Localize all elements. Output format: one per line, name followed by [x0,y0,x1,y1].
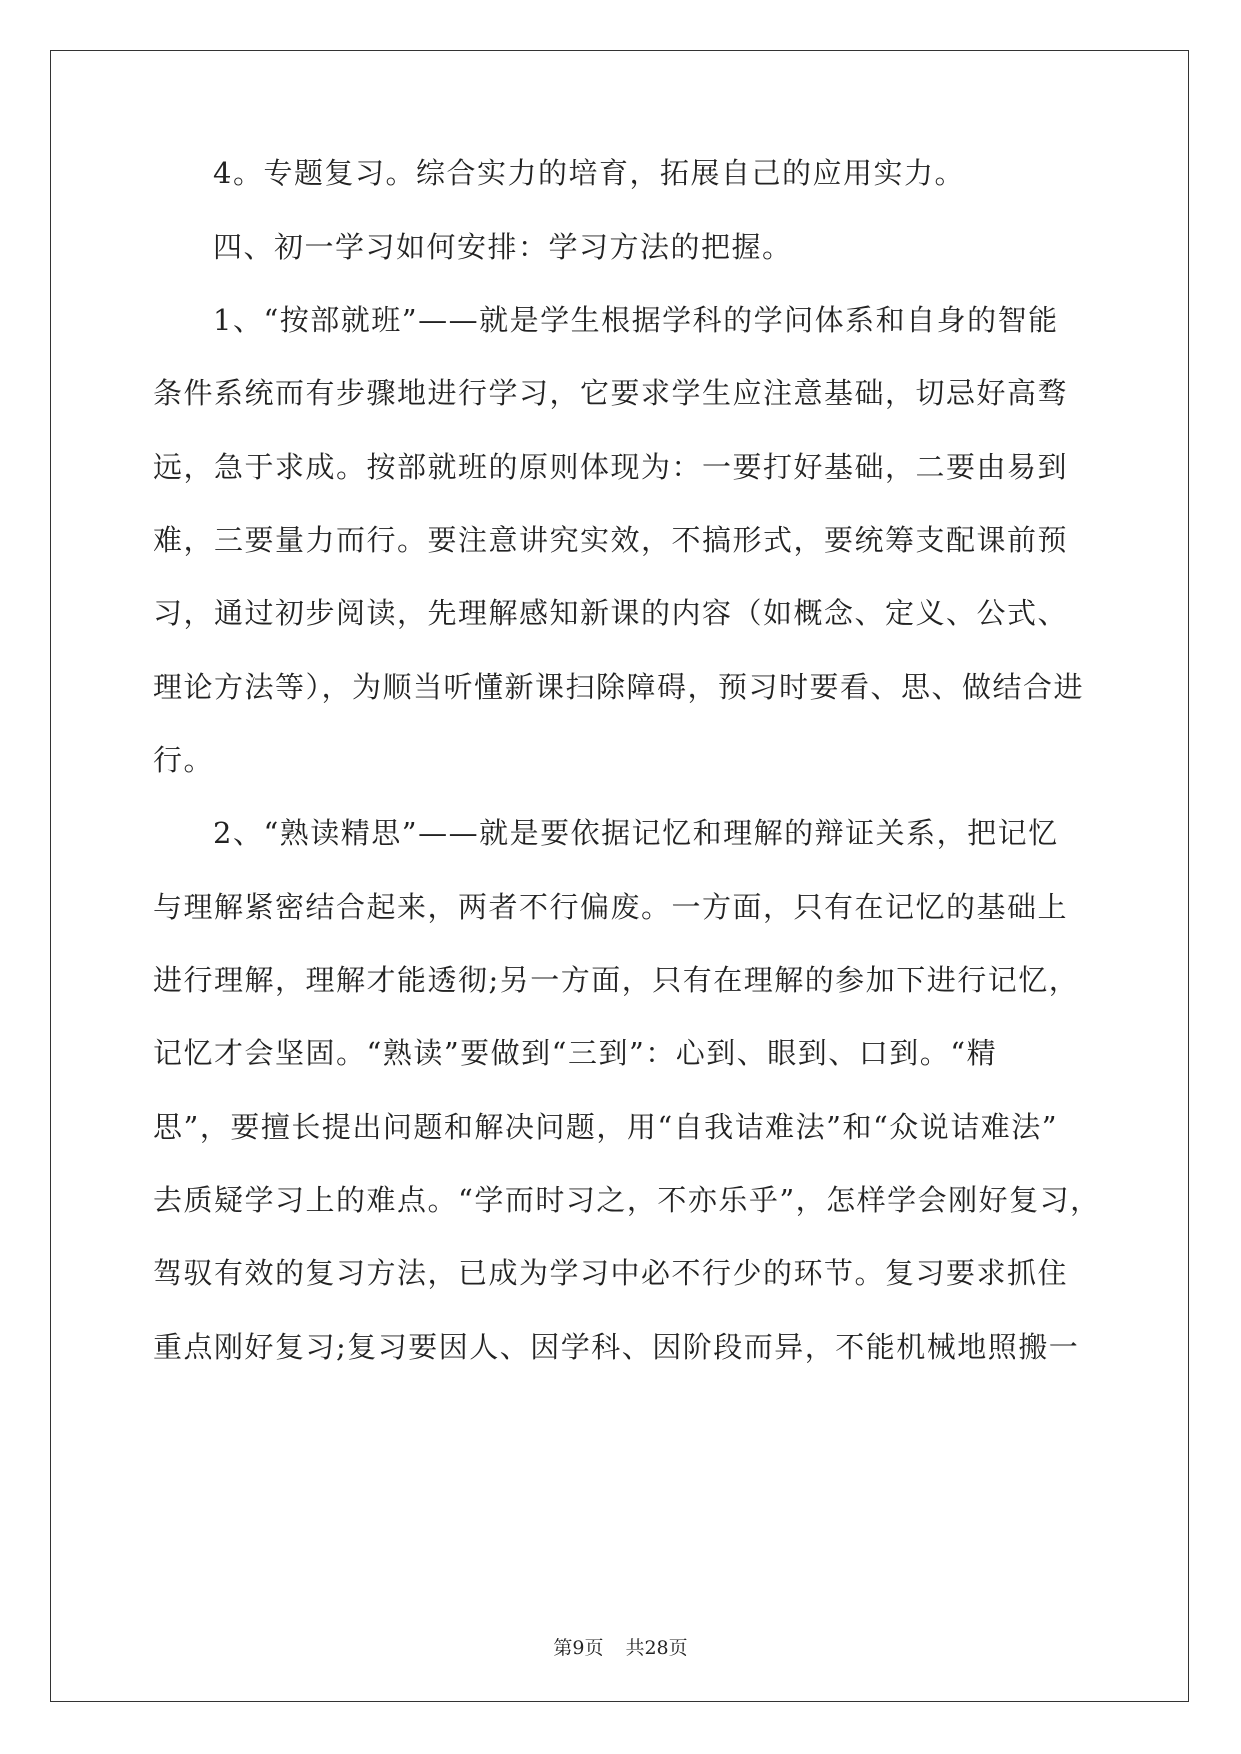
page-footer [0,1633,1241,1660]
paragraph-line: 记忆才会坚固。“熟读”要做到“三到”：心到、眼到、口到。“精 [153,1036,998,1070]
total-pages: 共28页 [625,1637,688,1659]
paragraph-line: 与理解紧密结合起来，两者不行偏废。一方面，只有在记忆的基础上 [153,890,1069,924]
paragraph-line: 1、“按部就班”——就是学生根据学科的学问体系和自身的智能 [213,303,1059,337]
paragraph-line: 重点刚好复习;复习要因人、因学科、因阶段而异，不能机械地照搬一 [153,1330,1080,1364]
paragraph-line: 习，通过初步阅读，先理解感知新课的内容（如概念、定义、公式、 [153,596,1069,630]
paragraph-line: 进行理解，理解才能透彻;另一方面，只有在理解的参加下进行记忆， [153,963,1080,997]
paragraph-line: 思”，要擅长提出问题和解决问题，用“自我诘难法”和“众说诘难法” [153,1110,1059,1144]
paragraph-line: 难，三要量力而行。要注意讲究实效，不搞形式，要统筹支配课前预 [153,523,1069,557]
paragraph-line: 条件系统而有步骤地进行学习，它要求学生应注意基础，切忌好高骛 [153,376,1069,410]
paragraph-line: 2、“熟读精思”——就是要依据记忆和理解的辩证关系，把记忆 [213,816,1059,850]
paragraph-line: 行。 [153,743,215,777]
paragraph-line: 4。专题复习。综合实力的培育，拓展自己的应用实力。 [213,156,965,190]
page-border [50,50,1189,1702]
paragraph-line: 驾驭有效的复习方法，已成为学习中必不行少的环节。复习要求抓住 [153,1256,1069,1290]
paragraph-line: 理论方法等），为顺当听懂新课扫除障碍，预习时要看、思、做结合进 [153,670,1085,704]
section-heading: 四、初一学习如何安排：学习方法的把握。 [213,230,793,264]
current-page-number: 第9页 [553,1637,604,1659]
paragraph-line: 去质疑学习上的难点。“学而时习之，不亦乐乎”，怎样学会刚好复习， [153,1183,1101,1217]
paragraph-line: 远，急于求成。按部就班的原则体现为：一要打好基础，二要由易到 [153,450,1069,484]
